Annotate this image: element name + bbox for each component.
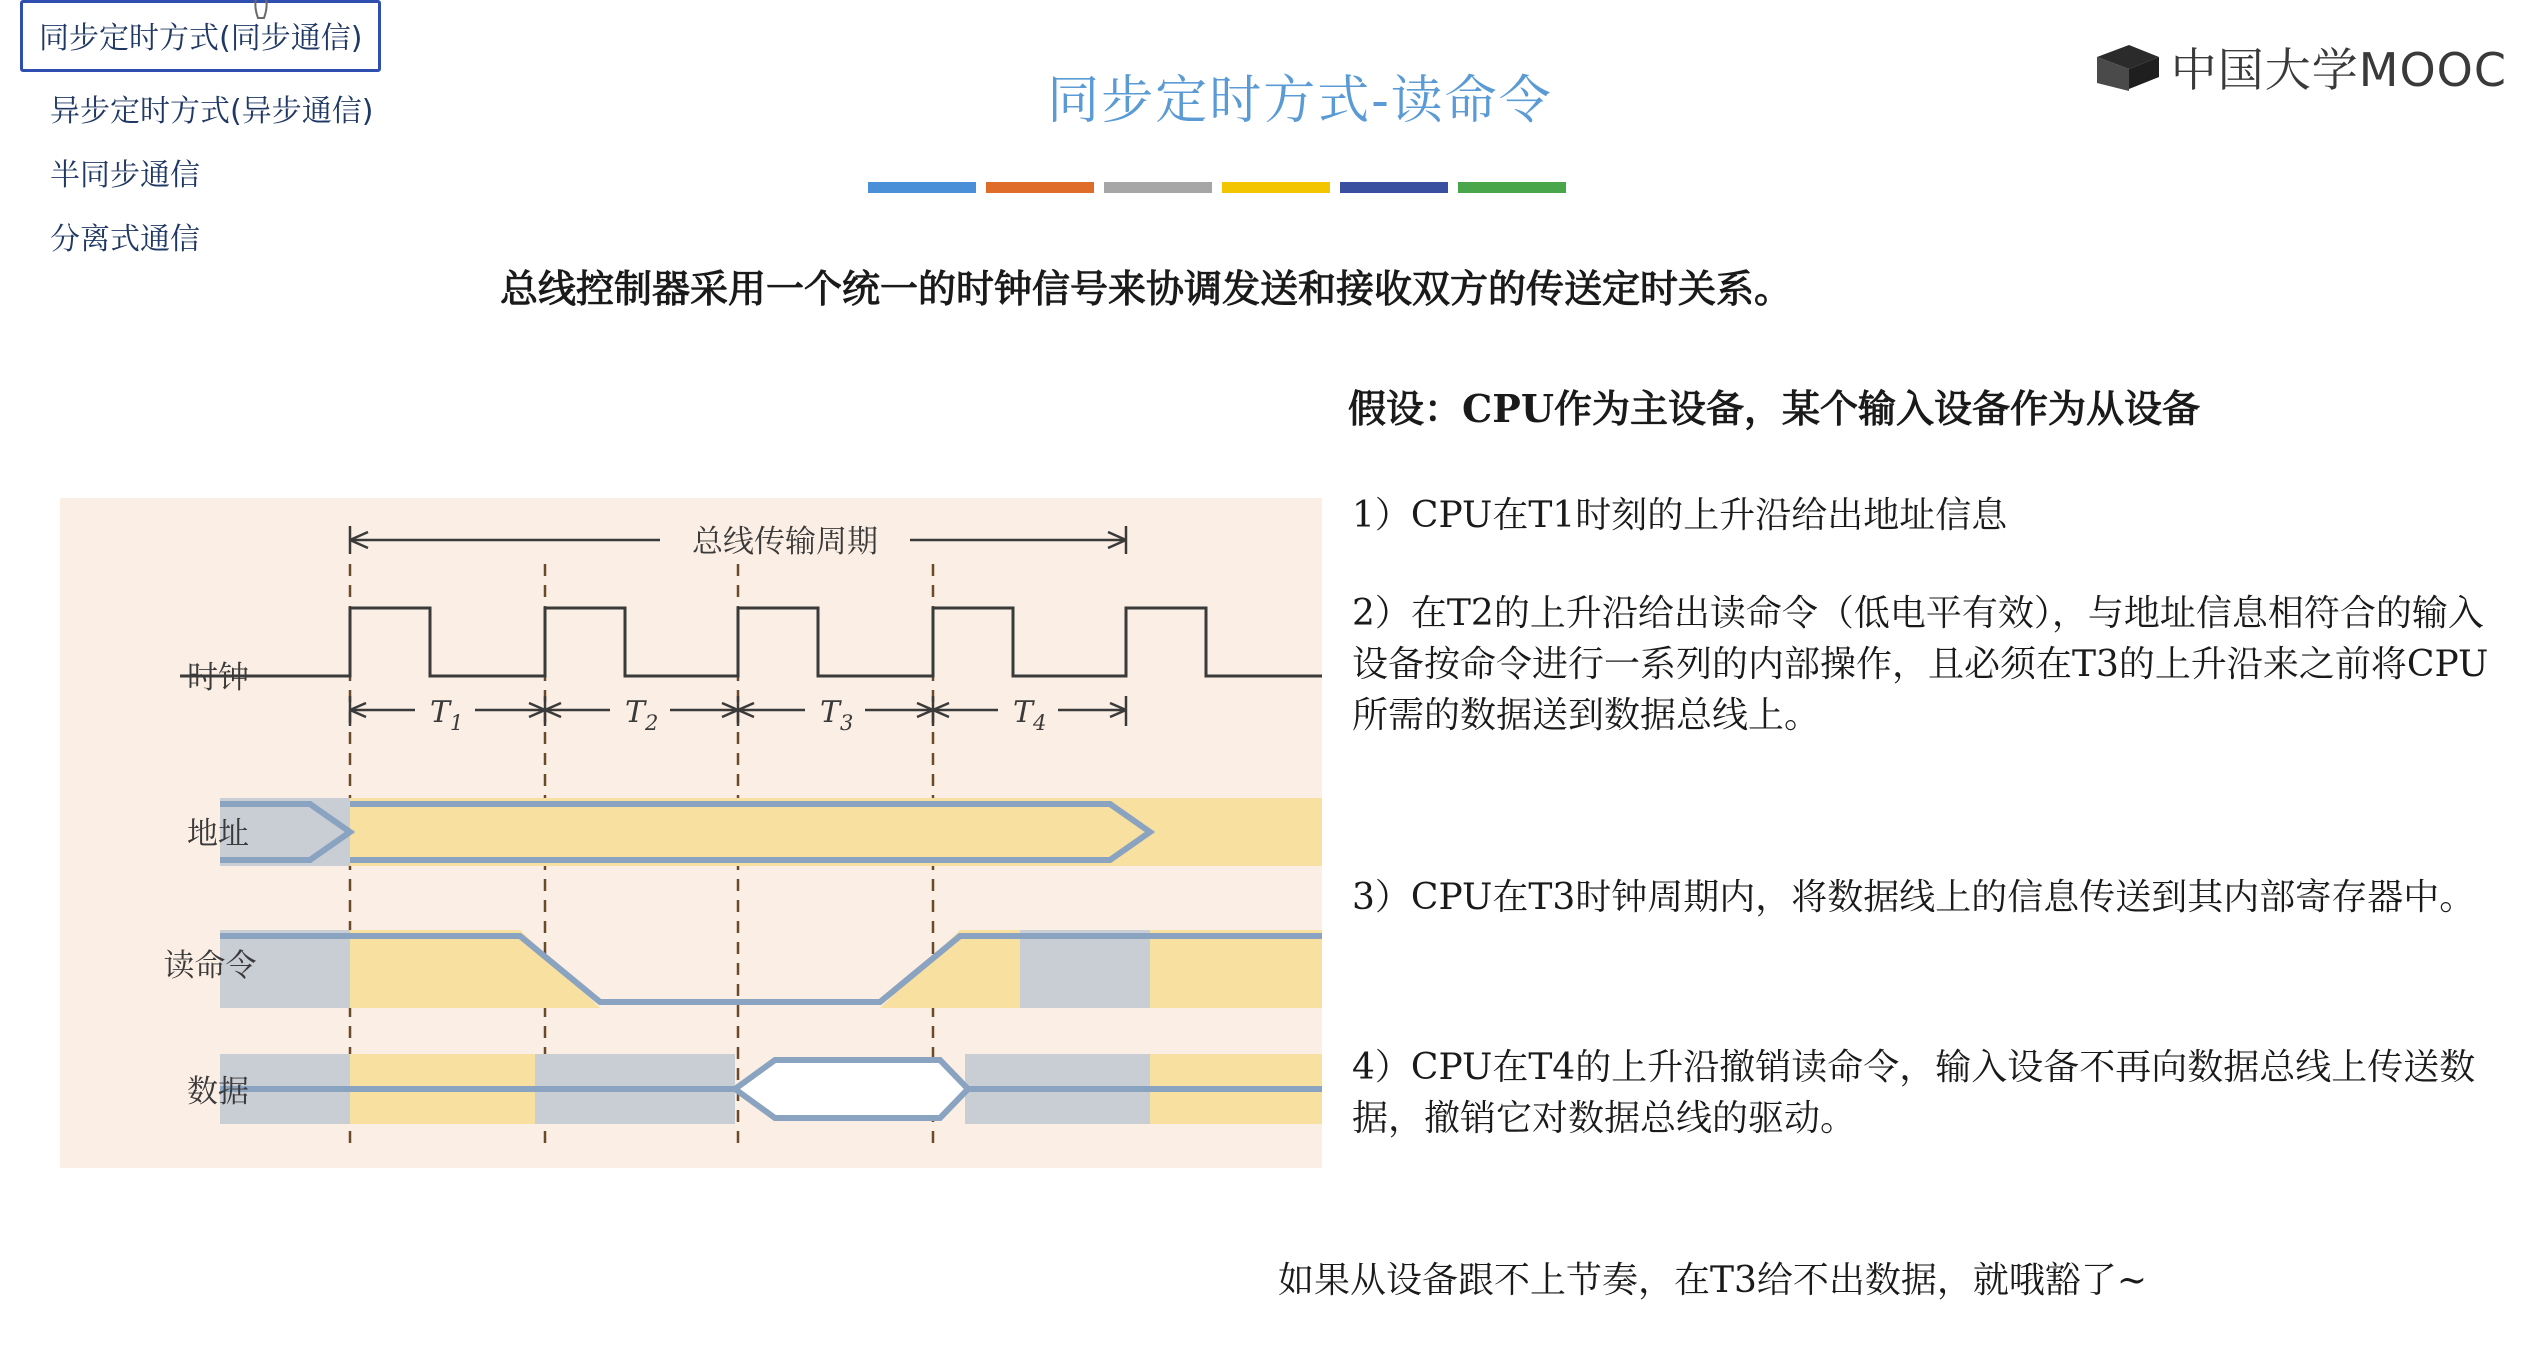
phase-sub-1: 1 <box>450 711 464 735</box>
outline-item-3[interactable] <box>36 200 500 264</box>
rule-seg-0 <box>868 182 976 193</box>
row-label-read-command: 读命令 <box>163 948 257 984</box>
phase-sub-2: 2 <box>645 711 659 735</box>
mooc-logo-text: 中国大学MOOC <box>2170 43 2507 97</box>
step-3: 3）CPU在T3时钟周期内，将数据线上的信息传送到其内部寄存器中。 <box>1352 877 2476 918</box>
phase-label-t4: T <box>1013 695 1034 730</box>
phase-label-t3: T <box>820 695 841 730</box>
rule-seg-2 <box>1104 182 1212 193</box>
data-row <box>187 1054 1322 1124</box>
lead-sentence: 总线控制器采用一个统一的时钟信号来协调发送和接收双方的传送定时关系。 <box>500 266 1793 311</box>
rule-seg-4 <box>1340 182 1448 193</box>
assumption-prefix: 假设： <box>1348 386 1463 431</box>
pen-icon <box>248 0 274 21</box>
phase-sub-3: 3 <box>840 711 854 735</box>
phase-sub-4: 4 <box>1033 711 1047 735</box>
assumption-text: CPU作为主设备，某个输入设备作为从设备 <box>1462 386 2200 431</box>
address-row <box>187 798 1322 866</box>
step-2: 2）在T2的上升沿给出读命令（低电平有效），与地址信息相符合的输入设备按命令进行一系列的内部操作，且必须在T3的上升沿来之前将CPU所需的数据送到数据总线上。 <box>1352 593 2489 737</box>
row-label-clock: 时钟 <box>187 660 249 696</box>
outline-item-label: 异步定时方式(异步通信) <box>50 94 374 129</box>
outline-item-label: 同步定时方式(同步通信) <box>39 21 363 56</box>
cycle-label: 总线传输周期 <box>692 524 878 560</box>
rule-seg-1 <box>986 182 1094 193</box>
mooc-logo <box>2095 34 2507 100</box>
assumption-line <box>1348 378 2200 433</box>
footnote: 如果从设备跟不上节奏，在T3给不出数据，就哦豁了~ <box>1278 1260 2148 1301</box>
row-label-data: 数据 <box>187 1074 249 1110</box>
clock-waveform <box>180 608 1322 676</box>
outline-item-0[interactable] <box>20 0 381 72</box>
phase-label-t2: T <box>625 695 646 730</box>
outline-item-1[interactable] <box>36 72 500 136</box>
phase-label-t1: T <box>430 695 451 730</box>
page-title: 同步定时方式-读命令 <box>1047 71 1553 131</box>
step-1: 1）CPU在T1时刻的上升沿给出地址信息 <box>1352 495 2008 536</box>
rule-seg-3 <box>1222 182 1330 193</box>
step-4: 4）CPU在T4的上升沿撤销读命令，输入设备不再向数据总线上传送数据，撤销它对数据总线的驱动。 <box>1352 1047 2476 1140</box>
read-command-row <box>164 930 1323 1008</box>
timing-diagram <box>60 498 1322 1168</box>
title-rule <box>868 182 1566 193</box>
rule-seg-5 <box>1458 182 1566 193</box>
outline-item-label: 半同步通信 <box>50 158 200 193</box>
outline-item-2[interactable] <box>36 136 500 200</box>
book-icon <box>2095 43 2161 91</box>
outline-panel <box>0 0 500 380</box>
outline-item-label: 分离式通信 <box>50 222 200 257</box>
row-label-address: 地址 <box>187 816 249 852</box>
